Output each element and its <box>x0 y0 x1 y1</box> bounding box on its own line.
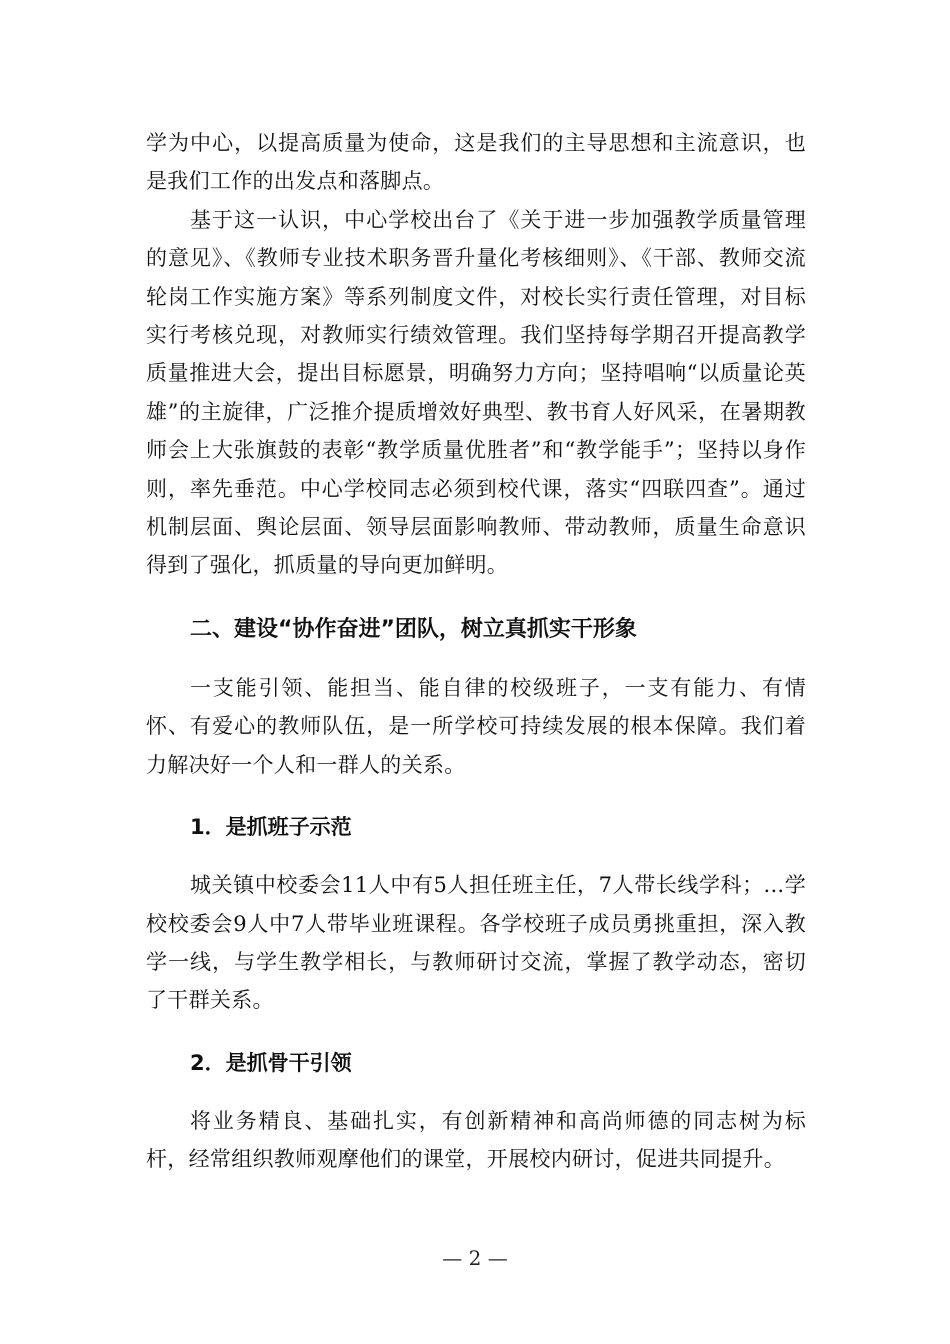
spacer <box>146 649 806 669</box>
document-body <box>146 124 806 1179</box>
paragraph-2: 基于这一认识，中心学校出台了《关于进一步加强教学质量管理的意见》、《教师专业技术职务晋升量化考核细则》、《干部、教师交流轮岗工作实施方案》等系列制度文件，对校长实行责任管理，对目标实行考核兑现，对教师实行绩效管理。我们坚持每学期召开提高教学质量推进大会，提出目标愿景，明确努力方向；坚持唱响“以质量论英雄”的主旋律，广泛推介提质增效好典型、教书育人好风采，在暑期教师会上大张旗鼓的表彰“教学质量优胜者”和“教学能手”；坚持以身作则，率先垂范。中心学校同志必须到校代课，落实“四联四查”。通过机制层面、舆论层面、领导层面影响教师、带动教师，质量生命意识得到了强化，抓质量的导向更加鲜明。 <box>146 207 806 578</box>
spacer <box>146 585 806 611</box>
spacer <box>146 784 806 808</box>
paragraph-3: 一支能引领、能担当、能自律的校级班子，一支有能力、有情怀、有爱心的教师队伍，是一所学校可持续发展的根本保障。我们着力解决好一个人和一群人的关系。 <box>146 675 806 777</box>
subsection-heading-2: 2．是抓骨干引领 <box>190 1050 352 1075</box>
section-heading: 二、建设“协作奋进”团队，树立真抓实干形象 <box>190 616 637 642</box>
page-number: — 2 — <box>442 1246 508 1270</box>
spacer <box>146 1020 806 1044</box>
subsection-heading-1: 1．是抓班子示范 <box>190 815 352 840</box>
spacer <box>146 846 806 866</box>
paragraph-1: 学为中心，以提高质量为使命，这是我们的主导思想和主流意识，也是我们工作的出发点和落脚点。 <box>146 131 806 194</box>
spacer <box>146 1082 806 1102</box>
paragraph-5: 将业务精良、基础扎实，有创新精神和高尚师德的同志树为标杆，经常组织教师观摩他们的课堂，开展校内研讨，促进共同提升。 <box>146 1108 806 1172</box>
paragraph-4: 城关镇中校委会11人中有5人担任班主任，7人带长线学科；...学校校委会9人中7人带毕业班课程。各学校班子成员勇挑重担，深入教学一线，与学生教学相长，与教师研讨交流，掌握了教学动态，密切了干群关系。 <box>146 873 806 1013</box>
